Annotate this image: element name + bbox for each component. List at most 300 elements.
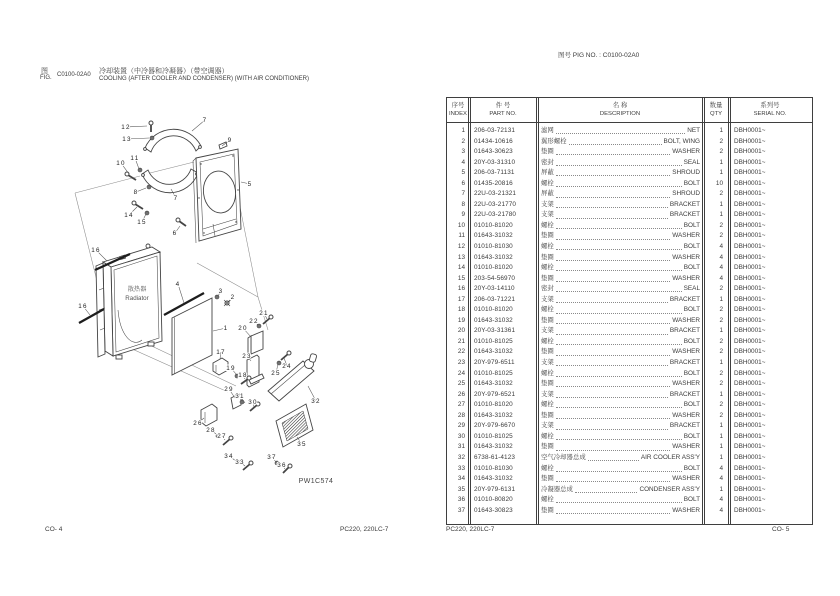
cell-description: 空气冷却器总成 AIR COOLER ASS'Y — [541, 453, 700, 461]
cell-serial: DBH0001~ — [734, 316, 766, 324]
table-row — [447, 369, 812, 380]
cell-index: 37 — [457, 506, 465, 514]
table-row — [447, 316, 812, 327]
callout-number: 34 — [224, 453, 234, 460]
cell-part-no: 01010-81020 — [474, 306, 513, 314]
cell-qty: 1 — [719, 359, 723, 367]
radiator-label-en: Radiator — [125, 295, 149, 302]
dot-leader — [556, 174, 671, 176]
dot-leader — [556, 322, 670, 324]
table-row — [447, 485, 812, 496]
cell-index: 9 — [461, 211, 465, 219]
cell-qty: 2 — [719, 137, 723, 145]
table-row — [447, 137, 812, 148]
cell-part-no: 01435-20816 — [474, 179, 513, 187]
cell-index: 10 — [457, 221, 465, 229]
callout-number: 30 — [248, 399, 258, 406]
cell-part-no: 6738-61-4123 — [474, 453, 515, 461]
cell-qty: 4 — [719, 253, 723, 261]
callout-number: 18 — [238, 372, 248, 379]
table-right-edge — [812, 97, 813, 525]
cell-index: 34 — [457, 475, 465, 483]
cell-serial: DBH0001~ — [734, 464, 766, 472]
cell-part-no: 01010-81025 — [474, 337, 513, 345]
cell-serial: DBH0001~ — [734, 306, 766, 314]
cell-qty: 2 — [719, 380, 723, 388]
callout-number: 36 — [277, 462, 287, 469]
table-row — [447, 231, 812, 242]
table-row — [447, 506, 812, 517]
cell-index: 15 — [457, 274, 465, 282]
cell-serial: DBH0001~ — [734, 158, 766, 166]
cell-serial: DBH0001~ — [734, 337, 766, 345]
cell-serial: DBH0001~ — [734, 253, 766, 261]
cell-qty: 10 — [715, 179, 723, 187]
cell-index: 18 — [457, 306, 465, 314]
cell-part-no: 01643-31032 — [474, 411, 513, 419]
dot-leader — [556, 364, 668, 366]
callout-number: 13 — [122, 136, 132, 143]
cell-qty: 4 — [719, 506, 723, 514]
table-row — [447, 495, 812, 506]
dot-leader — [556, 269, 682, 271]
table-row — [447, 442, 812, 453]
cell-index: 23 — [457, 359, 465, 367]
table-row — [447, 147, 812, 158]
callout-number: 31 — [235, 393, 245, 400]
cell-qty: 1 — [719, 432, 723, 440]
cell-serial: DBH0001~ — [734, 137, 766, 145]
dot-leader — [588, 459, 639, 461]
table-row — [447, 295, 812, 306]
table-row — [447, 210, 812, 221]
callout-number: 5 — [247, 181, 253, 188]
cell-description: 垫圈 WASHER — [541, 506, 700, 514]
cell-part-no: 01010-80820 — [474, 496, 513, 504]
cell-index: 6 — [461, 179, 465, 187]
table-row — [447, 305, 812, 316]
air-cooler — [268, 353, 317, 401]
cell-serial: DBH0001~ — [734, 422, 766, 430]
callout-number: 23 — [242, 353, 252, 360]
cell-serial: DBH0001~ — [734, 211, 766, 219]
col-header-part: 件 号 PART NO. — [489, 101, 517, 117]
cell-qty: 2 — [719, 285, 723, 293]
cell-part-no: 01010-81025 — [474, 432, 513, 440]
dot-leader — [556, 290, 682, 292]
cell-index: 26 — [457, 390, 465, 398]
cell-serial: DBH0001~ — [734, 264, 766, 272]
cell-qty: 2 — [719, 348, 723, 356]
cell-description: 支架 BRACKET — [541, 200, 700, 208]
cell-part-no: 22U-03-21321 — [474, 190, 517, 198]
left-page-number: CO- 4 — [45, 526, 63, 533]
table-top-rule — [446, 97, 813, 98]
cell-serial: DBH0001~ — [734, 274, 766, 282]
cell-description: 垫圈 WASHER — [541, 316, 700, 324]
cell-qty: 1 — [719, 127, 723, 134]
cell-description: 屏蔽 SHROUD — [541, 190, 700, 198]
cell-part-no: 206-03-72131 — [474, 127, 515, 134]
dot-leader — [556, 206, 668, 208]
cell-qty: 4 — [719, 274, 723, 282]
cell-qty: 1 — [719, 200, 723, 208]
col-header-qty: 数量 QTY — [709, 101, 723, 117]
cell-description: 垫圈 WASHER — [541, 380, 700, 388]
cell-qty: 2 — [719, 306, 723, 314]
condenser — [276, 404, 313, 447]
table-row — [447, 200, 812, 211]
dot-leader — [556, 333, 668, 335]
cell-serial: DBH0001~ — [734, 327, 766, 335]
table-row — [447, 168, 812, 179]
cell-index: 11 — [458, 232, 465, 240]
cell-description: 垫圈 WASHER — [541, 411, 700, 419]
radiator-label-cn: 散热器 — [127, 286, 147, 293]
cell-part-no: 01643-31032 — [474, 316, 513, 324]
page-title-en: COOLING (AFTER COOLER AND CONDENSER) (WITH AIR CONDITIONER) — [99, 76, 310, 82]
cell-index: 13 — [457, 253, 465, 261]
cell-serial: DBH0001~ — [734, 243, 766, 251]
dot-leader — [556, 301, 668, 303]
callout-number: 22 — [249, 318, 259, 325]
cell-index: 31 — [457, 443, 465, 451]
cell-serial: DBH0001~ — [734, 348, 766, 356]
col-header-desc: 名 称 DESCRIPTION — [599, 101, 641, 117]
fig-label-en: FIG. — [40, 75, 52, 81]
col-header-index: 序号 INDEX — [448, 101, 467, 117]
callout-number: 37 — [267, 454, 277, 461]
cell-description: 支架 BRACKET — [541, 211, 700, 219]
dot-leader — [556, 238, 670, 240]
dot-leader — [556, 280, 670, 282]
cell-qty: 1 — [719, 443, 723, 451]
cell-description: 密封 SEAL — [541, 158, 700, 166]
callout-number: 14 — [124, 212, 134, 219]
cell-qty: 1 — [719, 211, 723, 219]
cell-index: 27 — [457, 401, 465, 409]
dot-leader — [556, 406, 682, 408]
cell-index: 3 — [461, 148, 465, 156]
callout-number: 20 — [238, 325, 248, 332]
table-row — [447, 242, 812, 253]
cell-serial: DBH0001~ — [734, 390, 766, 398]
cell-description: 支架 BRACKET — [541, 295, 700, 303]
cell-part-no: 22U-03-21780 — [474, 211, 517, 219]
cell-part-no: 01643-31032 — [474, 475, 513, 483]
cell-index: 32 — [457, 453, 465, 461]
cell-serial: DBH0001~ — [734, 485, 766, 493]
cell-serial: DBH0001~ — [734, 200, 766, 208]
cell-index: 36 — [457, 496, 465, 504]
cell-serial: DBH0001~ — [734, 232, 766, 240]
col-header-serial: 系列号 SERIAL NO. — [753, 101, 787, 117]
cell-description: 支架 BRACKET — [541, 359, 700, 367]
table-row — [447, 253, 812, 264]
callout-number: 26 — [193, 420, 203, 427]
cell-index: 14 — [457, 264, 465, 272]
cell-part-no: 01643-31032 — [474, 348, 513, 356]
cell-qty: 4 — [719, 243, 723, 251]
callout-number: 15 — [137, 219, 147, 226]
radiator — [96, 244, 162, 359]
cell-description: 螺栓 BOLT — [541, 464, 700, 472]
callout-number: 12 — [121, 124, 131, 131]
cell-description: 垫圈 WASHER — [541, 348, 700, 356]
dot-leader — [556, 512, 670, 514]
cell-part-no: 20Y-03-31310 — [474, 158, 516, 166]
table-row — [447, 179, 812, 190]
callout-number: 35 — [297, 441, 307, 448]
cell-part-no: 01010-81025 — [474, 369, 513, 377]
cell-description: 螺栓 BOLT — [541, 306, 700, 314]
cell-qty: 2 — [719, 221, 723, 229]
fig-label-cn: 图 — [41, 68, 48, 75]
dot-leader — [556, 375, 682, 377]
cell-index: 30 — [457, 432, 465, 440]
dot-leader — [556, 227, 682, 229]
callout-number: 19 — [226, 365, 236, 372]
cell-index: 29 — [457, 422, 465, 430]
cell-description: 垫圈 WASHER — [541, 232, 700, 240]
cell-qty: 1 — [719, 485, 723, 493]
cell-serial: DBH0001~ — [734, 411, 766, 419]
table-row — [447, 158, 812, 169]
cell-qty: 4 — [719, 264, 723, 272]
cell-part-no: 01643-30823 — [474, 506, 513, 514]
table-row — [447, 189, 812, 200]
cell-qty: 2 — [719, 369, 723, 377]
table-row — [447, 221, 812, 232]
cell-part-no: 20Y-979-6521 — [474, 390, 516, 398]
cell-index: 8 — [461, 200, 465, 208]
table-row — [447, 464, 812, 475]
callout-number: 10 — [116, 160, 126, 167]
parts-table-body — [447, 126, 812, 516]
cell-serial: DBH0001~ — [734, 380, 766, 388]
drawing-code: PW1C574 — [298, 478, 334, 485]
fig-number: C0100-02A0 — [57, 72, 91, 78]
cell-index: 35 — [457, 485, 465, 493]
cell-description: 滤网 NET — [541, 127, 700, 134]
cell-index: 4 — [461, 158, 465, 166]
callout-number: 27 — [217, 433, 227, 440]
cell-description: 螺栓 BOLT — [541, 496, 700, 504]
table-row — [447, 474, 812, 485]
cell-index: 12 — [457, 243, 465, 251]
cell-serial: DBH0001~ — [734, 432, 766, 440]
table-row — [447, 263, 812, 274]
cell-part-no: 01643-31032 — [474, 380, 513, 388]
cell-serial: DBH0001~ — [734, 127, 766, 134]
table-row — [447, 411, 812, 422]
cell-description: 翼形螺栓 BOLT, WING — [541, 137, 700, 145]
callout-number: 9 — [227, 137, 233, 144]
dot-leader — [556, 385, 670, 387]
table-row — [447, 453, 812, 464]
cell-index: 25 — [457, 380, 465, 388]
dot-leader — [556, 217, 668, 219]
callout-number: 2 — [230, 294, 236, 301]
cell-serial: DBH0001~ — [734, 369, 766, 377]
cell-qty: 1 — [719, 453, 723, 461]
cell-index: 1 — [461, 127, 465, 134]
cell-description: 螺栓 BOLT — [541, 243, 700, 251]
dot-leader — [556, 396, 668, 398]
cell-part-no: 01010-81020 — [474, 264, 513, 272]
callout-number: 7 — [202, 117, 208, 124]
right-page-number: CO- 5 — [772, 526, 790, 533]
callout-number: 7 — [173, 195, 179, 202]
cell-qty: 1 — [719, 158, 723, 166]
cell-part-no: 20Y-979-6131 — [474, 485, 516, 493]
dot-leader — [556, 153, 670, 155]
cell-description: 支架 BRACKET — [541, 390, 700, 398]
cell-qty: 1 — [719, 295, 723, 303]
cell-qty: 4 — [719, 464, 723, 472]
table-row — [447, 379, 812, 390]
table-row — [447, 432, 812, 443]
cell-part-no: 20Y-979-6670 — [474, 422, 516, 430]
table-row — [447, 421, 812, 432]
callout-number: 29 — [224, 386, 234, 393]
cell-part-no: 206-03-71131 — [474, 169, 515, 177]
cell-part-no: 01010-81030 — [474, 243, 513, 251]
table-row — [447, 400, 812, 411]
cell-part-no: 20Y-03-31361 — [474, 327, 516, 335]
cell-index: 22 — [457, 348, 465, 356]
dot-leader — [556, 248, 682, 250]
dot-leader — [556, 132, 685, 134]
cell-part-no: 01643-31032 — [474, 253, 513, 261]
callout-number: 1 — [223, 325, 229, 332]
cell-part-no: 01643-31032 — [474, 443, 513, 451]
cell-qty: 1 — [719, 422, 723, 430]
cell-qty: 2 — [719, 190, 723, 198]
cell-qty: 1 — [719, 169, 723, 177]
cell-description: 支架 BRACKET — [541, 422, 700, 430]
dot-leader — [569, 143, 662, 145]
cell-description: 屏蔽 SHROUD — [541, 169, 700, 177]
table-row — [447, 347, 812, 358]
cell-description: 支架 BRACKET — [541, 327, 700, 335]
cell-description: 螺栓 BOLT — [541, 432, 700, 440]
cell-index: 16 — [457, 285, 465, 293]
callout-number: 6 — [172, 230, 178, 237]
cell-index: 19 — [457, 316, 465, 324]
cell-part-no: 20Y-979-6511 — [474, 359, 515, 367]
cell-qty: 2 — [719, 232, 723, 240]
cell-description: 螺栓 BOLT — [541, 401, 700, 409]
cell-serial: DBH0001~ — [734, 190, 766, 198]
cell-serial: DBH0001~ — [734, 359, 766, 367]
cell-qty: 4 — [719, 475, 723, 483]
cell-index: 7 — [461, 190, 465, 198]
table-row — [447, 284, 812, 295]
cell-serial: DBH0001~ — [734, 169, 766, 177]
table-bottom-rule — [446, 524, 813, 525]
cell-qty: 2 — [719, 316, 723, 324]
cell-description: 垫圈 WASHER — [541, 253, 700, 261]
dot-leader — [556, 196, 671, 198]
cell-serial: DBH0001~ — [734, 295, 766, 303]
cell-part-no: 01643-31032 — [474, 232, 513, 240]
callout-number: 16 — [91, 247, 101, 254]
cell-serial: DBH0001~ — [734, 401, 766, 409]
dot-leader — [556, 428, 668, 430]
cell-description: 垫圈 WASHER — [541, 443, 700, 451]
callout-number: 32 — [311, 398, 321, 405]
dot-leader — [556, 417, 670, 419]
callout-number: 24 — [282, 363, 292, 370]
callout-number: 11 — [130, 155, 140, 162]
cell-description: 螺栓 BOLT — [541, 337, 700, 345]
cell-description: 垫圈 WASHER — [541, 148, 700, 156]
cell-index: 33 — [457, 464, 465, 472]
cell-description: 冷凝器总成 CONDENSER ASS'Y — [541, 485, 700, 493]
dot-leader — [556, 164, 682, 166]
dot-leader — [556, 343, 682, 345]
callout-number: 25 — [271, 370, 281, 377]
fig-no-header: 图号 PIG NO. : C0100-02A0 — [558, 52, 640, 59]
cell-serial: DBH0001~ — [734, 496, 766, 504]
cell-description: 螺栓 BOLT — [541, 221, 700, 229]
dot-leader — [556, 449, 670, 451]
cell-qty: 2 — [719, 411, 723, 419]
cell-index: 20 — [457, 327, 465, 335]
cell-part-no: 20Y-03-14110 — [474, 285, 515, 293]
cell-part-no: 01010-81020 — [474, 221, 513, 229]
callout-number: 17 — [216, 349, 226, 356]
cell-description: 密封 SEAL — [541, 285, 700, 293]
cell-part-no: 22U-03-21770 — [474, 200, 517, 208]
page-title-cn: 冷却装置（中冷器和冷凝器）（带空调器） — [99, 68, 229, 75]
dot-leader — [556, 438, 682, 440]
cell-qty: 4 — [719, 496, 723, 504]
cell-serial: DBH0001~ — [734, 179, 766, 187]
cell-serial: DBH0001~ — [734, 453, 766, 461]
cell-description: 螺栓 BOLT — [541, 369, 700, 377]
callout-number: 28 — [206, 427, 216, 434]
callout-number: 3 — [218, 288, 224, 295]
dot-leader — [556, 501, 682, 503]
cell-qty: 2 — [719, 401, 723, 409]
cell-description: 螺栓 BOLT — [541, 179, 700, 187]
table-header-rule — [446, 122, 813, 123]
callout-number: 21 — [259, 310, 269, 317]
table-row — [447, 126, 812, 137]
cell-index: 24 — [457, 369, 465, 377]
shroud-panel — [193, 149, 241, 243]
cell-part-no: 206-03-71221 — [474, 295, 515, 303]
cell-serial: DBH0001~ — [734, 475, 766, 483]
cell-serial: DBH0001~ — [734, 285, 766, 293]
callout-number: 8 — [133, 189, 139, 196]
cell-qty: 2 — [719, 148, 723, 156]
left-model-footer: PC220, 220LC-7 — [340, 526, 389, 533]
cell-serial: DBH0001~ — [734, 148, 766, 156]
cell-index: 17 — [457, 295, 465, 303]
cell-index: 5 — [461, 169, 465, 177]
cell-qty: 1 — [719, 390, 723, 398]
cell-qty: 1 — [719, 327, 723, 335]
table-row — [447, 326, 812, 337]
cell-description: 垫圈 WASHER — [541, 475, 700, 483]
dot-leader — [556, 470, 682, 472]
cell-index: 2 — [461, 137, 465, 145]
table-row — [447, 390, 812, 401]
table-row — [447, 337, 812, 348]
